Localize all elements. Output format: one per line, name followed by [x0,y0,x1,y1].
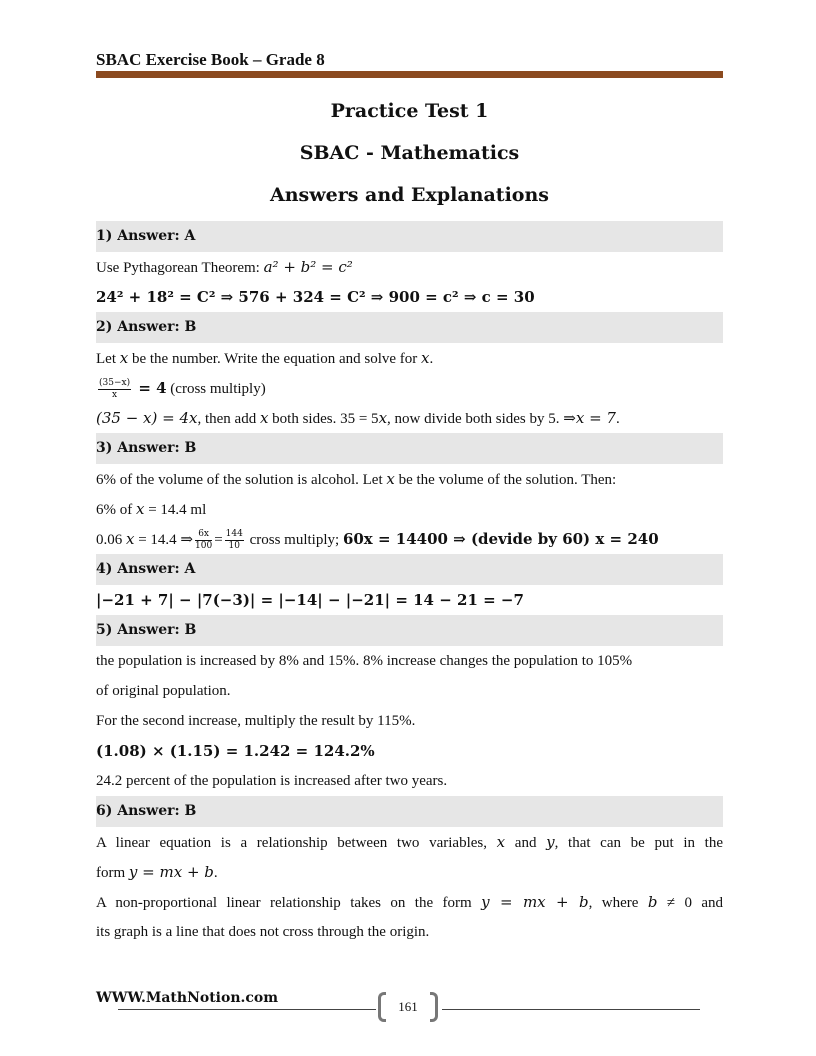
footer-rule-right [442,1009,700,1010]
footer-website: WWW.MathNotion.com [96,990,279,1006]
answer-6-line-3: A non-proportional linear relationship takes on the form y = mx + b, where b ≠ 0 and [96,893,723,911]
page-number: 161 [398,999,418,1014]
answer-2-line-3: (35 − x) = 4x, then add x both sides. 35 = 5x, now divide both sides by 5. ⇒x = 7. [96,409,620,427]
answer-2-line-2: $\frac{(35-x)}{x}$ = 4 (cross multiply) [99,378,266,401]
answer-2-header: 2) Answer: B [96,312,723,343]
subject-title: SBAC - Mathematics [299,142,520,164]
answer-6-line-4: its graph is a line that does not cross through the origin. [96,924,430,940]
fraction: $\frac{144}{10}$ [225,529,243,552]
practice-test-title: Practice Test 1 [330,100,489,122]
answer-2-line-1: Let x be the number. Write the equation and solve for x. [96,349,434,367]
answer-5-line-1: the population is increased by 8% and 15%. 8% increase changes the population to 105% [96,653,633,669]
answer-1-line-1: Use Pythagorean Theorem: a² + b² = c² [96,258,353,276]
answer-4-line-1: |−21 + 7| − |7(−3)| = |−14| − |−21| = 14 − 21 = −7 [96,591,524,609]
answer-5-line-4: (1.08) × (1.15) = 1.242 = 124.2% [96,742,375,760]
fraction: $\frac{(35-x)}{x}$ [99,378,131,401]
answer-5-line-5: 24.2 percent of the population is increased after two years. [96,773,448,789]
answer-3-line-1: 6% of the volume of the solution is alcohol. Let x be the volume of the solution. Then: [96,470,617,488]
footer-rule-left [118,1009,376,1010]
answer-5-line-2: of original population. [96,683,231,699]
fraction: $\frac{6x}{100}$ [195,529,213,552]
answer-3-header: 3) Answer: B [96,433,723,464]
answer-1-line-2: 24² + 18² = C² ⇒ 576 + 324 = C² ⇒ 900 = c² ⇒ c = 30 [96,288,535,306]
answer-5-header: 5) Answer: B [96,615,723,646]
answer-6-line-1: A linear equation is a relationship between two variables, x and y, that can be put in the [96,833,723,851]
section-title: Answers and Explanations [270,184,549,206]
answer-5-line-3: For the second increase, multiply the result by 115%. [96,713,416,729]
header-rule [96,71,723,78]
answer-3-line-2: 6% of x = 14.4 ml [96,500,207,518]
answer-6-header: 6) Answer: B [96,796,723,827]
header-title: SBAC Exercise Book – Grade 8 [96,50,325,69]
answer-6-line-2: form y = mx + b. [96,863,218,881]
answers-content [96,221,723,947]
answer-4-header: 4) Answer: A [96,554,723,585]
answer-1-header: 1) Answer: A [96,221,723,252]
answer-3-line-3: 0.06 x = 14.4 ⇒ $\frac{6x}{100}$ = $\frac{144}{10}$ cross multiply; 60x = 14400 ⇒ (devide by 60) x = 240 [96,529,659,552]
